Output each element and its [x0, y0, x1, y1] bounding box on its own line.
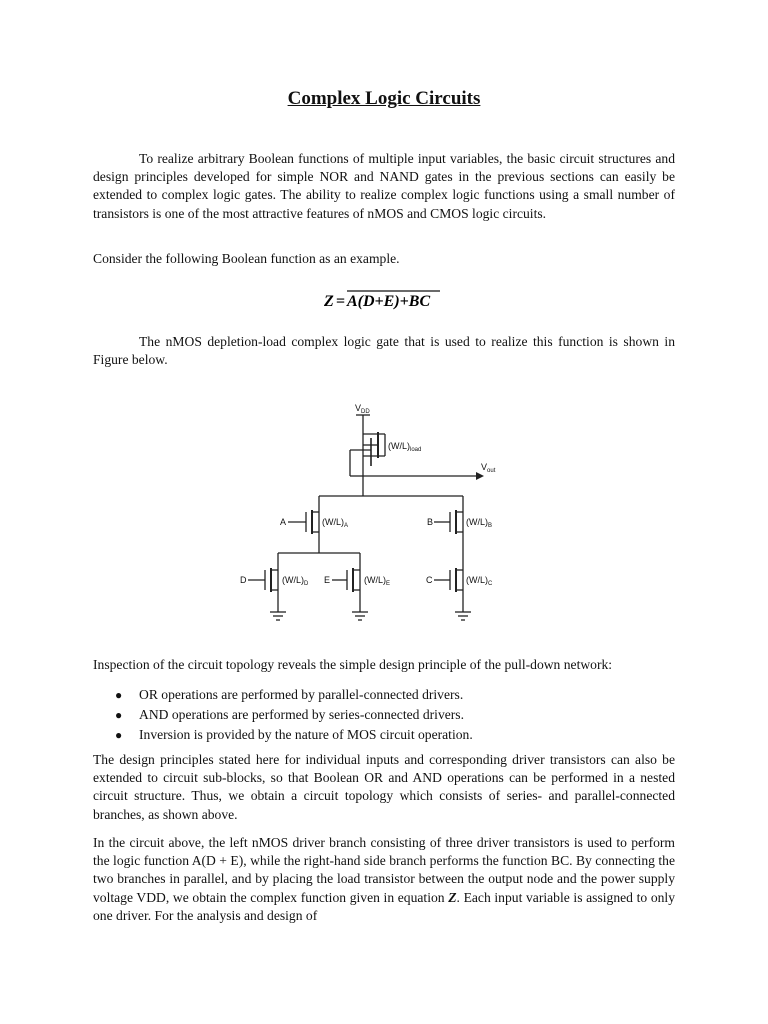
vdd-label: $V_{DD}$ [355, 403, 370, 415]
analysis-paragraph: In the circuit above, the left nMOS driver branch consisting of three driver transistors is used to perform the logic function A(D + E), while the right-hand side branch performs the function BC. By connecting the two branches in parallel, and by placing the load transistor between the output node and the power supply voltage VDD, we obtain the complex function given in equation Z. Each input variable is assigned to only one driver. For the analysis and design of [93, 835, 675, 923]
equation-rhs: A(D+E)+BC [347, 293, 431, 310]
input-d-label: D [240, 575, 247, 585]
ground-symbol [352, 612, 368, 620]
example-paragraph: Consider the following Boolean function as an example. [93, 251, 400, 266]
list-item: ● AND operations are performed by series-connected drivers. [93, 705, 675, 725]
size-a-label: $(W/L)_A$ [322, 517, 349, 529]
load-size-label: $(W/L)_{load}$ [388, 441, 422, 453]
ground-symbols [270, 612, 471, 620]
list-item: ● Inversion is provided by the nature of MOS circuit operation. [93, 725, 675, 745]
bullet-icon: ● [115, 688, 123, 702]
input-c-label: C [426, 575, 433, 585]
boolean-equation [322, 286, 452, 316]
equation-lhs: Z [324, 293, 334, 310]
inspection-paragraph: Inspection of the circuit topology reveals the simple design principle of the pull-down network: [93, 657, 613, 672]
nmos-circuit-figure [228, 398, 528, 648]
ground-symbol [455, 612, 471, 620]
bullet-icon: ● [115, 728, 123, 742]
input-b-label: B [427, 517, 434, 527]
figure-intro-paragraph: The nMOS depletion-load complex logic gate that is used to realize this function is shown in Figure below. [93, 334, 675, 368]
list-item: ● OR operations are performed by parallel-connected drivers. [93, 685, 675, 705]
input-e-label: E [324, 575, 331, 585]
intro-paragraph: To realize arbitrary Boolean functions of multiple input variables, the basic circuit structures and design principles developed for simple NOR and NAND gates in the previous sections can easily be extended to complex logic gates. The ability to realize complex logic functions using a small number of transistors is one of the most attractive features of nMOS and CMOS logic circuits. [93, 151, 675, 221]
ground-symbol [270, 612, 286, 620]
vout-label: $V_{out}$ [481, 462, 496, 474]
bullet-icon: ● [115, 708, 123, 722]
size-b-label: $(W/L)_B$ [466, 517, 493, 529]
equation-equals: = [336, 293, 346, 310]
output-arrow-icon [476, 472, 484, 480]
size-d-label: $(W/L)_D$ [282, 575, 309, 587]
size-c-label: $(W/L)_C$ [466, 575, 493, 587]
input-a-label: A [280, 517, 287, 527]
design-principles-paragraph: The design principles stated here for individual inputs and corresponding driver transistors can also be extended to circuit sub-blocks, so that Boolean OR and AND operations can be performed in a nested circuit structure. Thus, we obtain a circuit topology which consists of series- and parallel-connected branches, as shown above. [93, 752, 675, 822]
page-title: Complex Logic Circuits [287, 88, 481, 109]
principles-list [93, 685, 675, 745]
size-e-label: $(W/L)_E$ [364, 575, 391, 587]
